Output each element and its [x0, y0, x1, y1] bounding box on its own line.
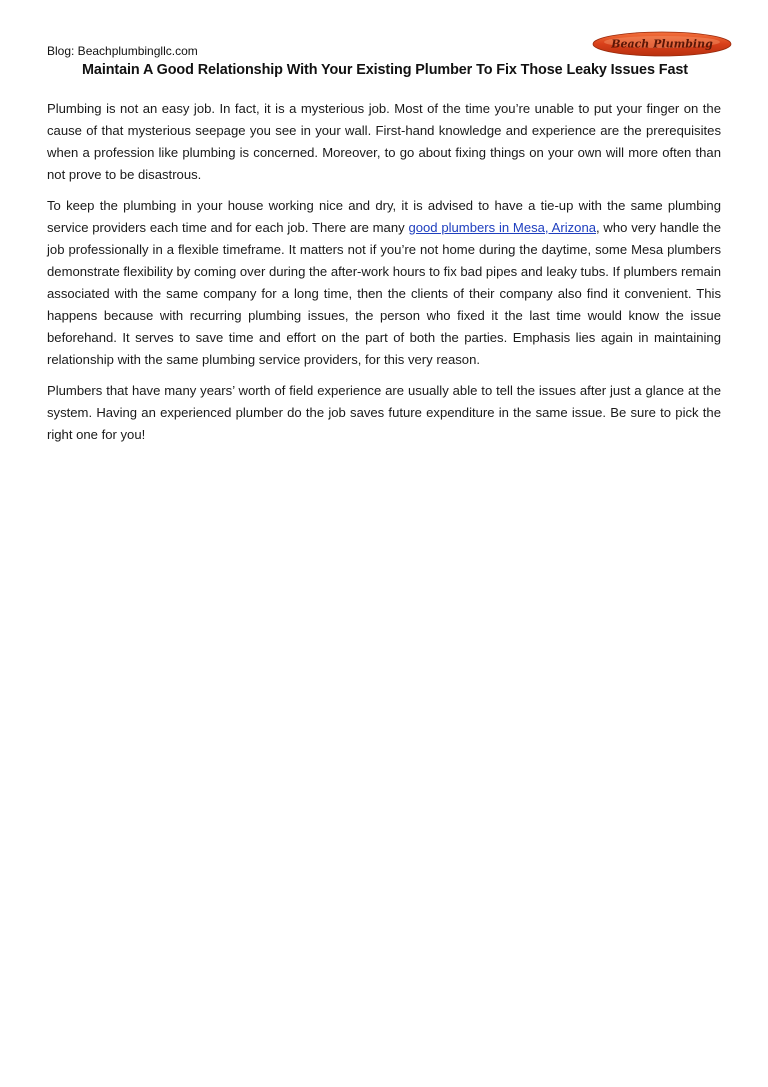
company-logo	[592, 31, 732, 57]
article-body	[47, 98, 721, 455]
paragraph-2-lead: To keep the plumbing in your house working nice and dry, it is advised to have a tie-up with the same plumbing service providers each time and for each job. There are many	[47, 198, 721, 235]
blog-label: Blog: Beachplumbingllc.com	[47, 44, 198, 58]
logo-text: Beach Plumbing	[611, 37, 713, 51]
mesa-plumbers-link[interactable]: good plumbers in Mesa, Arizona	[408, 220, 597, 235]
paragraph-2-rest: , who very handle the job professionally in a flexible timeframe. It matters not if you’re not home during the daytime, some Mesa plumbers demonstrate flexibility by coming over during the after-work hours to fix bad pipes and leaky tubs. If plumbers remain associated with the same company for a long time, then the clients of their company also find it convenient. This happens because with recurring plumbing issues, the person who fixed it the last time would know the issue beforehand. It serves to save time and effort on the part of both the parties. Emphasis lies again in maintaining relationship with the same plumbing service providers, for this very reason.	[47, 220, 721, 367]
page-title: Maintain A Good Relationship With Your Existing Plumber To Fix Those Leaky Issues Fast	[82, 62, 688, 78]
paragraph-1: Plumbing is not an easy job. In fact, it is a mysterious job. Most of the time you’re unable to put your finger on the cause of that mysterious seepage you see in your wall. First-hand knowledge and experience are the prerequisites when a profession like plumbing is concerned. Moreover, to go about fixing things on your own will more often than not prove to be disastrous.	[47, 101, 721, 182]
paragraph-2	[47, 195, 721, 371]
paragraph-3: Plumbers that have many years’ worth of field experience are usually able to tell the issues after just a glance at the system. Having an experienced plumber do the job saves future expenditure in the same issue. Be sure to pick the right one for you!	[47, 383, 721, 442]
